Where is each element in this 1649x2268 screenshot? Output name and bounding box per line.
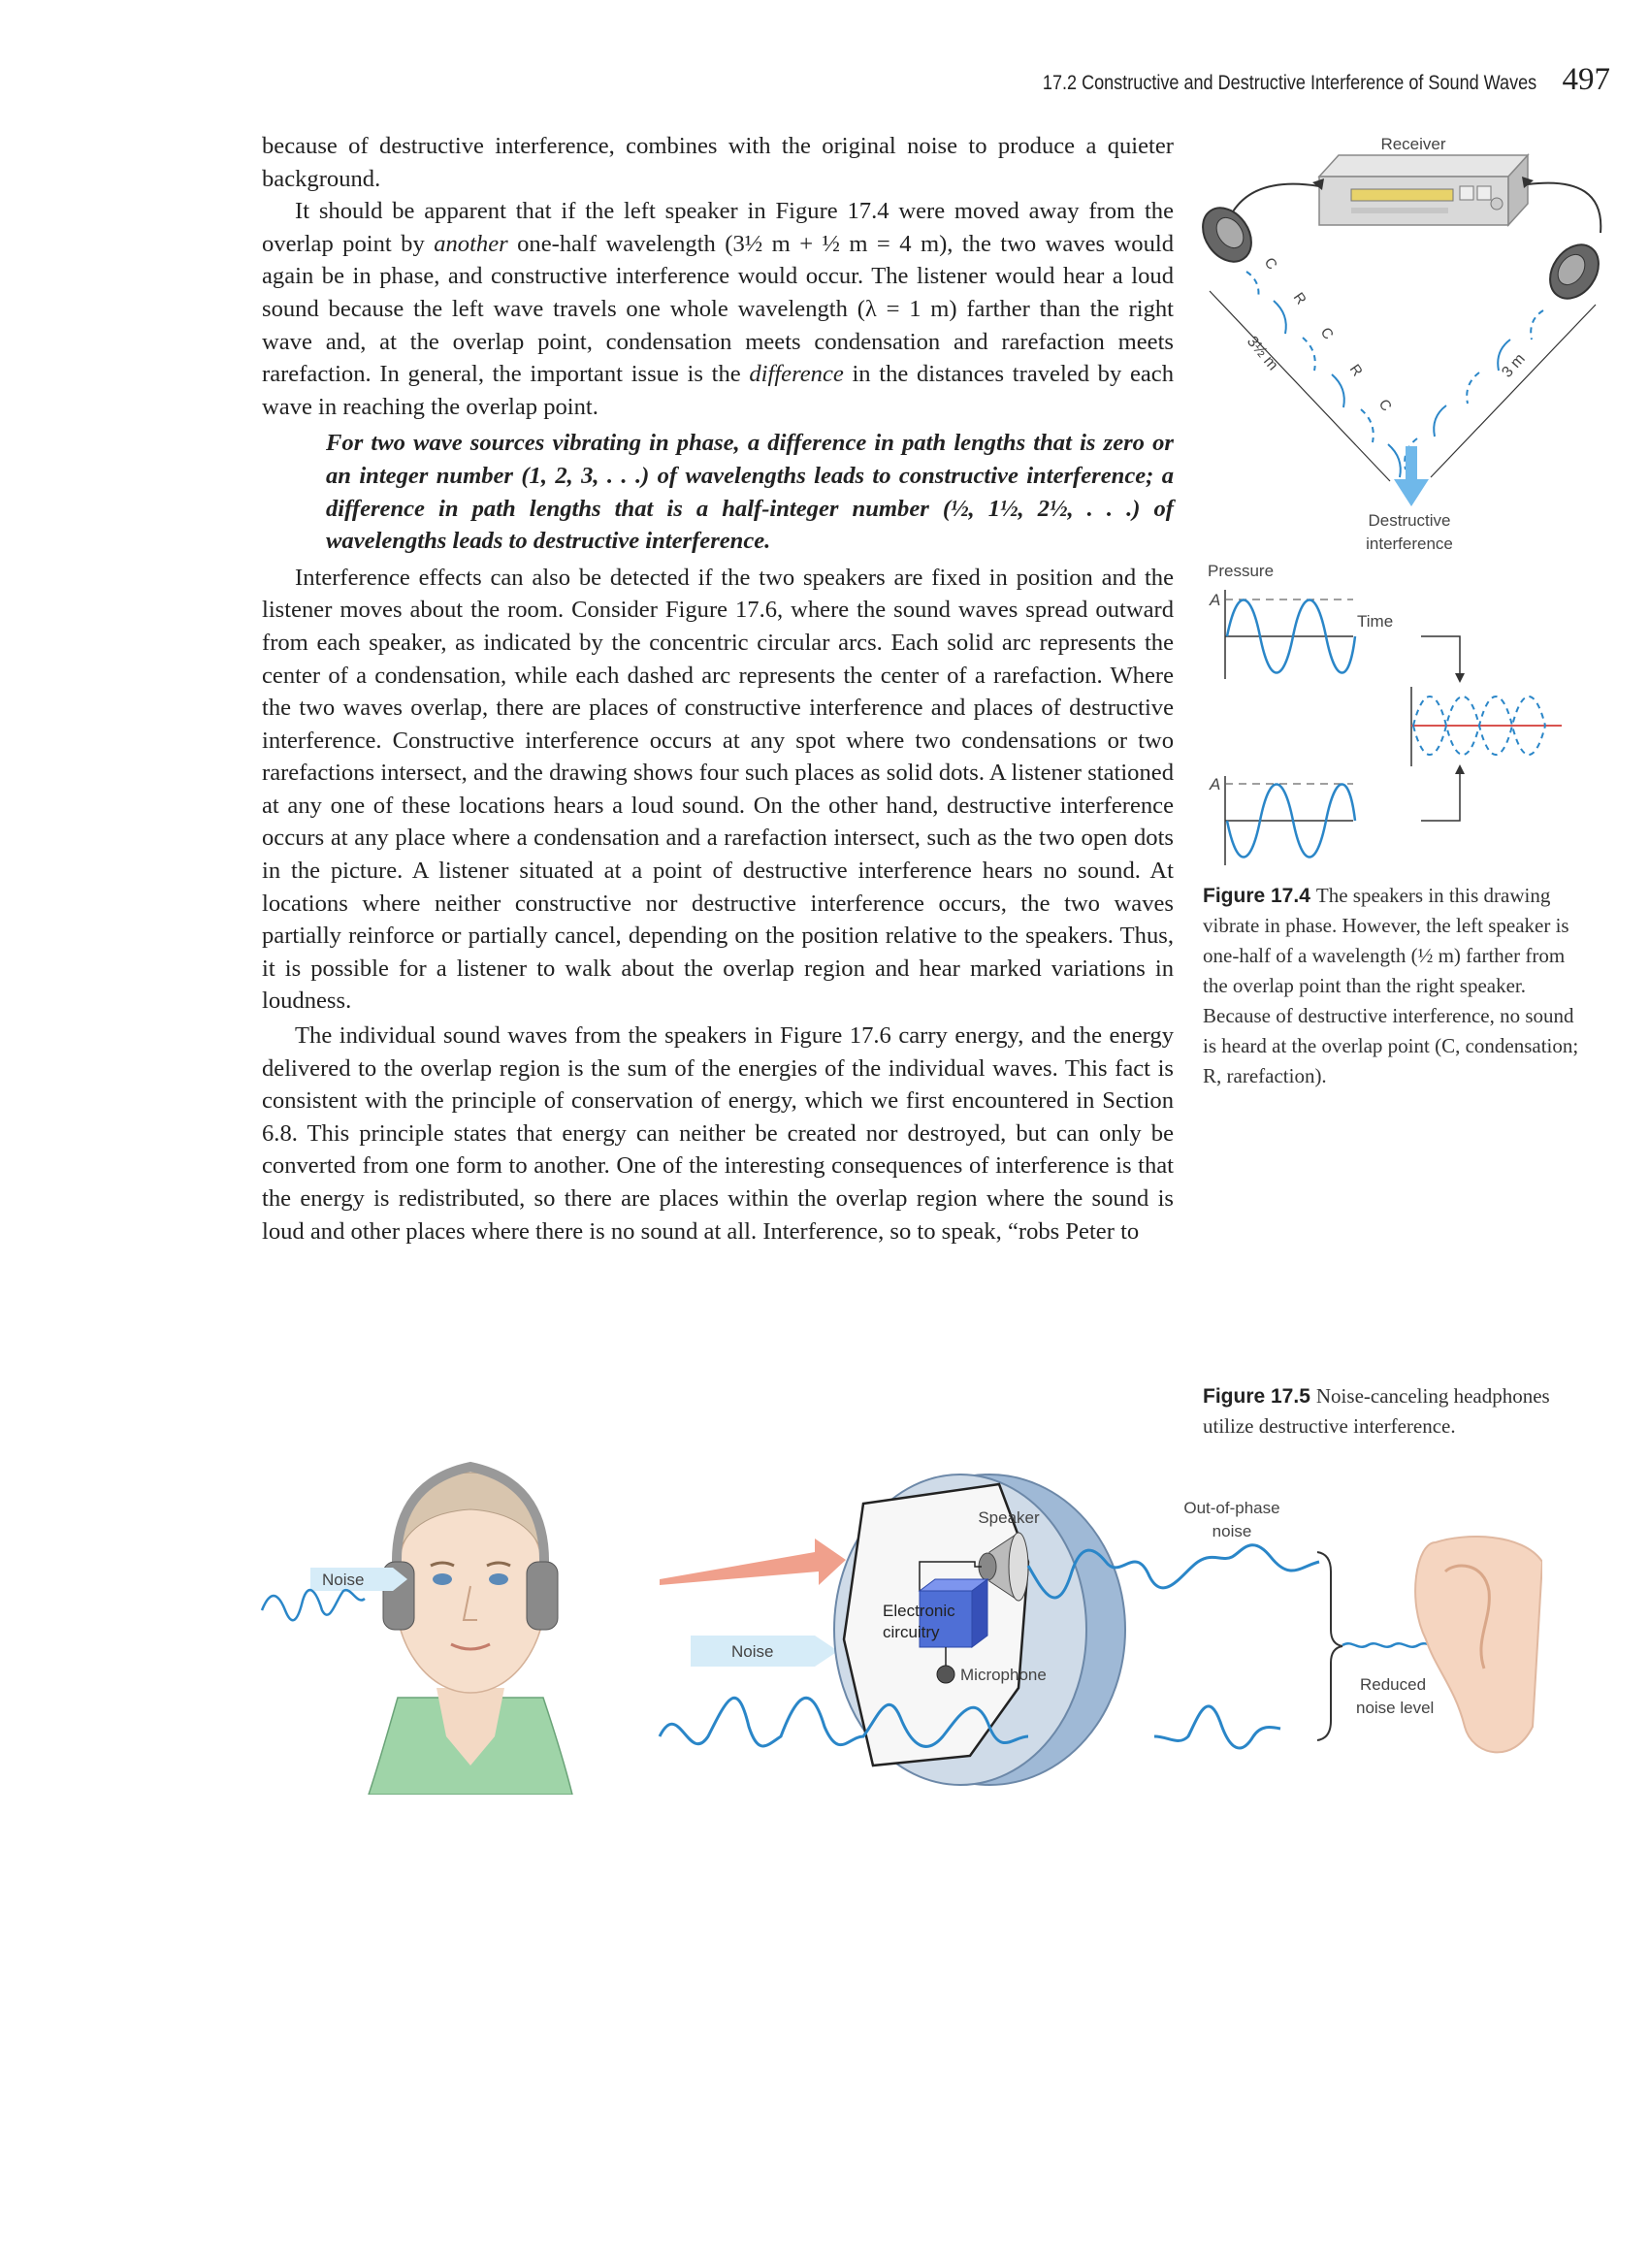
right-wavefronts — [1405, 310, 1543, 470]
noise-label-left: Noise — [322, 1571, 365, 1589]
pressure-label: Pressure — [1208, 562, 1275, 580]
paragraph-3: Interference effects can also be detected if the two speakers are fixed in position and the listener moves about the room. Consider Figure 17.6, where the sound waves spread outward from each speaker, as indicated by the concentric circular arcs. Each solid arc represents the center of a condensation, while each dashed arc represents the center of a rarefaction. Where the two waves overlap, there are places of constructive interference and places of destructive interference. Constructive interference occurs at any spot where two condensations or two rarefactions intersect, and the drawing shows four such places as solid dots. A listener stationed at any one of these locations hears a loud sound. On the other hand, destructive interference occurs at any place where a condensation and a rarefaction intersect, such as the two open dots in the picture. A listener situated at a point of destructive interference hears no sound. At locations where neither constructive nor destructive interference occurs, the two waves partially reinforce or partially cancel, depending on the position relative to the speakers. Thus, it is possible for a listener to walk about the overlap region and hear marked variations in loudness. — [262, 564, 1174, 1015]
figure-17-4-svg — [1188, 126, 1615, 873]
p2-part-b: one-half wavelength (3½ m + ½ m = 4 m), the two waves would again be in phase, and constructive interference would occur. The listener would hear a loud sound because the left wave travels one whole wavelength (λ = 1 m) farther than the right wave and, at the overlap point, condensation meets condensation and rarefaction meets rarefaction. In general, the important issue is the — [262, 230, 1175, 388]
figure-17-5-label: Figure 17.5 — [1203, 1385, 1310, 1408]
red-arrow-icon — [660, 1539, 846, 1585]
p2-part-c: in the distances traveled by each wave in reaching the overlap point. — [262, 361, 1174, 420]
left-distance-line — [1210, 291, 1390, 481]
speaker-label: Speaker — [978, 1508, 1040, 1527]
microphone-icon — [937, 1666, 954, 1683]
left-distance-label: 3½ m — [1243, 333, 1281, 374]
receiver-label: Receiver — [1380, 135, 1446, 153]
figure-17-4-illustration — [1188, 126, 1615, 873]
figure-17-4-caption — [1203, 881, 1591, 1091]
figure-17-5-caption — [1203, 1381, 1591, 1442]
time-label: Time — [1357, 612, 1394, 631]
reduced-label-2: noise level — [1356, 1699, 1435, 1717]
page-number: 497 — [1562, 62, 1610, 97]
out-of-phase-label-2: noise — [1212, 1522, 1252, 1540]
reduced-label-1: Reduced — [1360, 1675, 1427, 1694]
combining-bracket — [1317, 1552, 1342, 1740]
destructive-label-2: interference — [1366, 535, 1453, 553]
interference-rule: For two wave sources vibrating in phase, a difference in path lengths that is zero or an integer number (1, 2, 3, . . .) of wavelengths leads to constructive interference; a difference in path lengths that is a half-integer number (½, 1½, 2½, . . .) of wavelengths leads to destructive interference. — [326, 430, 1174, 555]
paragraph-2 — [262, 195, 1174, 423]
c-label-2: C — [1316, 324, 1337, 343]
person-with-headphones-icon — [369, 1467, 572, 1795]
out-of-phase-label-1: Out-of-phase — [1183, 1499, 1280, 1517]
c-label-3: C — [1374, 396, 1395, 415]
receiver-icon — [1319, 155, 1528, 225]
right-distance-label: 3 m — [1499, 350, 1529, 381]
figure-17-5-svg — [252, 1445, 1542, 1795]
figure-17-4-label: Figure 17.4 — [1203, 885, 1310, 907]
running-header — [1028, 62, 1610, 101]
amplitude-label-2: A — [1210, 775, 1221, 794]
ear-icon — [1415, 1537, 1542, 1752]
right-speaker-icon — [1540, 236, 1608, 308]
figure-17-5-illustration — [252, 1445, 1542, 1795]
p2-emphasis-another: another — [434, 230, 508, 257]
noise-label-middle: Noise — [731, 1642, 774, 1661]
circuitry-label-1: Electronic — [883, 1602, 955, 1620]
paragraph-4: The individual sound waves from the speakers in Figure 17.6 carry energy, and the energy delivered to the overlap region is the sum of the energies of the individual waves. This fact is consistent with the principle of conservation of energy, which we first encountered in Section 6.8. This principle states that energy can neither be created nor destroyed, but can only be converted from one form to another. One of the interesting consequences of interference is that the energy is redistributed, so there are places within the overlap region where the sound is loud and other places where there is no sound at all. Interference, so to speak, “robs Peter to — [262, 1022, 1174, 1245]
connector-down — [1421, 636, 1460, 677]
right-wire — [1528, 183, 1600, 233]
connector-up — [1421, 770, 1460, 821]
destructive-label-1: Destructive — [1368, 511, 1451, 530]
paragraph-1: because of destructive interference, combines with the original noise to produce a quieter background. — [262, 133, 1174, 192]
noise-wave-bottom-right — [1154, 1706, 1280, 1748]
left-speaker-icon — [1193, 199, 1261, 271]
r-label-1: R — [1289, 289, 1310, 308]
p2-emphasis-difference: difference — [749, 361, 844, 388]
body-text — [262, 130, 1174, 1247]
r-label-2: R — [1345, 361, 1366, 380]
noise-wave-left — [262, 1590, 365, 1620]
section-title: 17.2 Constructive and Destructive Interference of Sound Waves — [1043, 72, 1537, 94]
circuitry-label-2: circuitry — [883, 1623, 940, 1641]
p2-part-a: It should be apparent that if the left speaker in Figure 17.4 were moved away from the overlap point by — [262, 198, 1174, 257]
amplitude-label-1: A — [1210, 591, 1221, 609]
left-wavefronts — [1243, 272, 1401, 477]
right-distance-line — [1431, 305, 1596, 477]
c-label-1: C — [1260, 254, 1280, 274]
figure-17-4-caption-text: The speakers in this drawing vibrate in phase. However, the left speaker is one-half of a wavelength (½ m) farther from the overlap point than the right speaker. Because of destructive interference, no sound is heard at the overlap point (C, condensation; R, rarefaction). — [1203, 884, 1579, 1087]
figure-17-5-caption-text: Noise-canceling headphones utilize destructive interference. — [1203, 1384, 1550, 1438]
microphone-label: Microphone — [960, 1666, 1047, 1684]
